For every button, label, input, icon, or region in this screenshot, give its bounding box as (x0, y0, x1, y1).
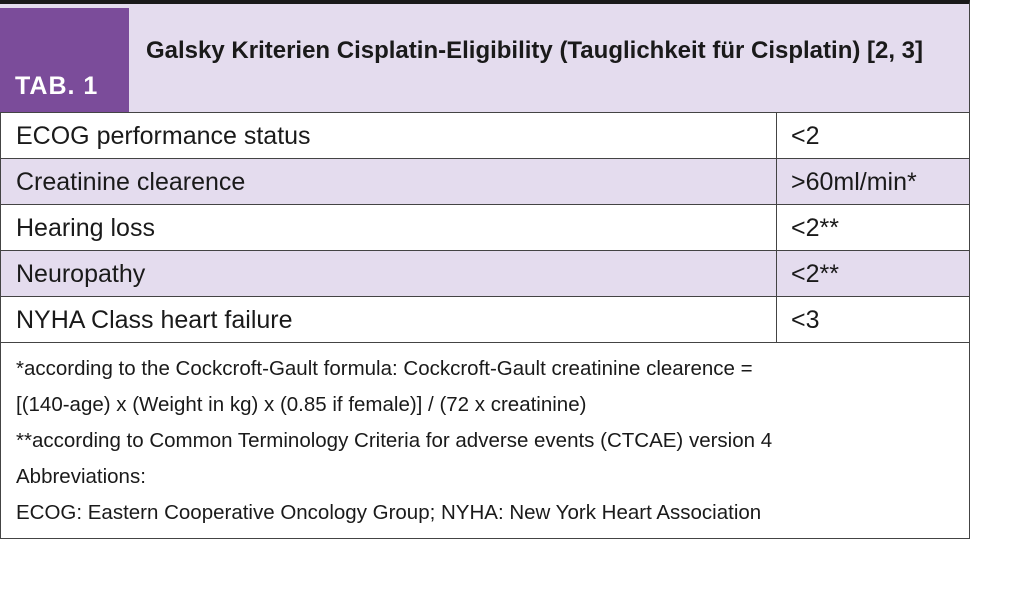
criterion-name: NYHA Class heart failure (16, 306, 293, 334)
table-header (0, 0, 970, 112)
column-divider (776, 113, 777, 158)
table-row (0, 158, 970, 204)
column-divider (776, 159, 777, 204)
table-title: Galsky Kriterien Cisplatin-Eligibility (Tauglichkeit für Cisplatin) [2, 3] (146, 37, 924, 64)
table-number-text: TAB. 1 (15, 72, 99, 100)
abbreviations-heading: Abbreviations: (16, 465, 146, 488)
criterion-value: <2 (791, 122, 820, 150)
column-divider (776, 297, 777, 342)
table-footnotes (0, 342, 970, 539)
criterion-name: Creatinine clearence (16, 168, 246, 196)
abbreviations-text: ECOG: Eastern Cooperative Oncology Group; NYHA: New York Heart Association (16, 501, 762, 524)
table-row (0, 250, 970, 296)
criterion-value: <3 (791, 306, 820, 334)
column-divider (776, 251, 777, 296)
criteria-rows (0, 112, 970, 342)
footnote-formula-expression: [(140-age) x (Weight in kg) x (0.85 if female)] / (72 x creatinine) (16, 393, 587, 416)
criterion-value: <2** (791, 260, 839, 288)
criterion-value: <2** (791, 214, 839, 242)
table-row (0, 112, 970, 158)
table-row (0, 296, 970, 342)
column-divider (776, 205, 777, 250)
criterion-name: Hearing loss (16, 214, 155, 242)
footnote-formula: *according to the Cockcroft-Gault formula: Cockcroft-Gault creatinine clearence = (16, 357, 753, 380)
criterion-value: >60ml/min* (791, 168, 917, 196)
table-number-label (0, 8, 129, 116)
table-row (0, 204, 970, 250)
footnote-ctcae: **according to Common Terminology Criteria for adverse events (CTCAE) version 4 (16, 429, 773, 452)
criterion-name: ECOG performance status (16, 122, 311, 150)
criterion-name: Neuropathy (16, 260, 146, 288)
